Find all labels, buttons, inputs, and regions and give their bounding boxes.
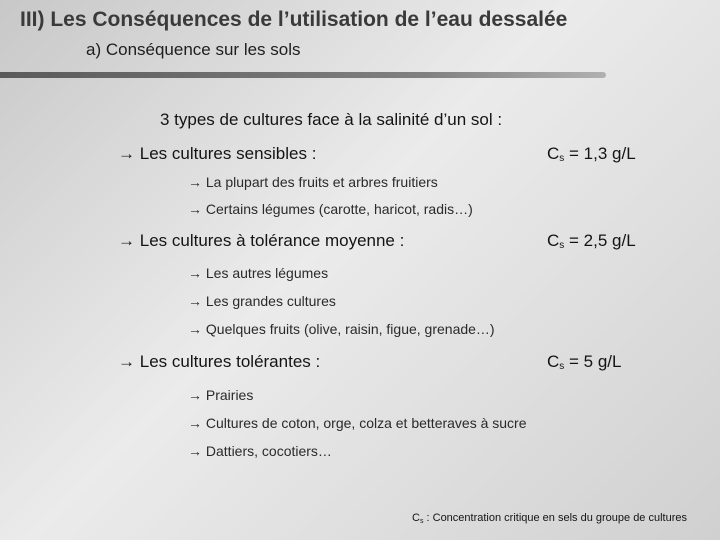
list-item-text: La plupart des fruits et arbres fruitiers	[205, 174, 438, 190]
cs-value: = 5 g/L	[564, 352, 622, 371]
list-item-text: Certains légumes (carotte, haricot, radis…)	[205, 201, 473, 217]
list-item	[188, 443, 332, 459]
category-sensitive-value	[547, 144, 636, 164]
category-tolerant-value	[547, 352, 621, 372]
cs-symbol: C	[547, 231, 560, 250]
cs-subscript: s	[559, 153, 565, 164]
arrow-icon: →	[118, 231, 135, 250]
list-item	[188, 265, 328, 281]
cs-subscript: s	[559, 240, 565, 251]
arrow-icon: →	[188, 443, 202, 459]
cs-subscript: s	[559, 361, 565, 372]
footnote-text: : Concentration critique en sels du groupe de cultures	[423, 512, 687, 524]
cs-symbol: C	[547, 352, 560, 371]
arrow-icon: →	[118, 144, 135, 163]
list-item	[188, 201, 473, 217]
category-medium-value	[547, 231, 636, 251]
cs-symbol: C	[547, 144, 560, 163]
footnote	[412, 512, 687, 525]
arrow-icon: →	[188, 201, 202, 217]
arrow-icon: →	[188, 174, 202, 190]
arrow-icon: →	[188, 321, 202, 337]
cs-subscript: s	[419, 518, 424, 525]
list-item	[188, 293, 336, 309]
cs-symbol: C	[412, 512, 420, 524]
arrow-icon: →	[188, 387, 202, 403]
list-item	[188, 387, 253, 403]
list-item-text: Les grandes cultures	[205, 293, 336, 309]
arrow-icon: →	[188, 293, 202, 309]
intro-text: 3 types de cultures face à la salinité d’un sol :	[160, 110, 503, 129]
list-item	[188, 174, 438, 190]
cs-value: = 1,3 g/L	[564, 144, 636, 163]
list-item-text: Dattiers, cocotiers…	[205, 443, 332, 459]
slide-title: III) Les Conséquences de l’utilisation de l’eau dessalée	[20, 8, 568, 31]
category-label: Les cultures à tolérance moyenne :	[139, 231, 405, 250]
category-label: Les cultures sensibles :	[139, 144, 317, 163]
arrow-icon: →	[188, 415, 202, 431]
list-item-text: Prairies	[205, 387, 254, 403]
title-underline	[0, 72, 606, 78]
category-sensitive	[118, 144, 316, 164]
category-medium	[118, 231, 404, 251]
category-tolerant	[118, 352, 320, 372]
list-item-text: Les autres légumes	[205, 265, 329, 281]
list-item-text: Cultures de coton, orge, colza et betteraves à sucre	[205, 415, 527, 431]
list-item	[188, 321, 495, 337]
category-label: Les cultures tolérantes :	[139, 352, 321, 371]
list-item-text: Quelques fruits (olive, raisin, figue, grenade…)	[205, 321, 495, 337]
list-item	[188, 415, 527, 431]
arrow-icon: →	[118, 352, 135, 371]
arrow-icon: →	[188, 265, 202, 281]
slide-subtitle: a) Conséquence sur les sols	[86, 40, 301, 59]
cs-value: = 2,5 g/L	[564, 231, 636, 250]
